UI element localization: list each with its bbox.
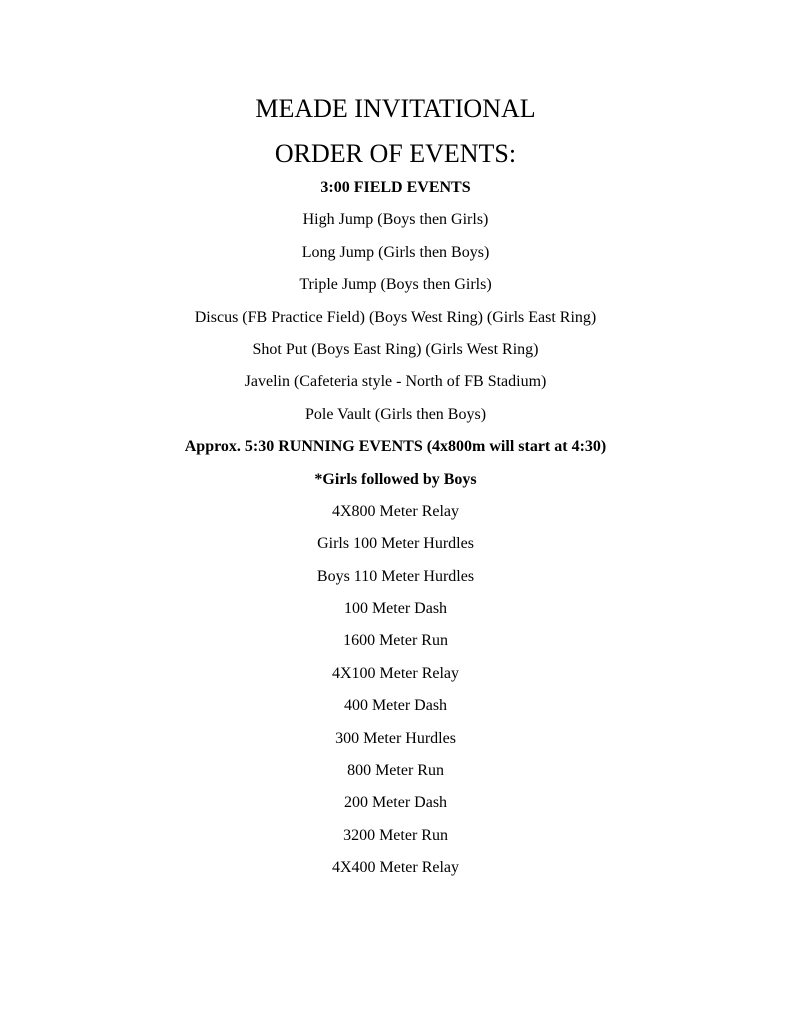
field-event-item: Pole Vault (Girls then Boys) [304,405,487,423]
document-body [0,91,791,885]
running-event-item: 200 Meter Dash [343,794,448,812]
running-event-item: 400 Meter Dash [343,697,448,715]
page-title: MEADE INVITATIONAL [255,94,536,123]
running-event-item: 100 Meter Dash [343,600,448,618]
field-event-item: Javelin (Cafeteria style - North of FB Stadium) [244,373,547,391]
running-events-list [0,496,791,885]
running-event-item: 4X400 Meter Relay [331,859,460,877]
running-event-item: Boys 110 Meter Hurdles [316,567,475,585]
field-events-list [0,204,791,431]
running-events-note: *Girls followed by Boys [314,470,477,488]
field-event-item: High Jump (Boys then Girls) [302,211,489,229]
running-event-item: 3200 Meter Run [343,826,448,844]
running-event-item: 1600 Meter Run [343,632,448,650]
running-event-item: 800 Meter Run [347,762,444,780]
field-event-item: Shot Put (Boys East Ring) (Girls West Ring) [252,340,539,358]
running-event-item: 4X100 Meter Relay [331,664,460,682]
running-events-heading: Approx. 5:30 RUNNING EVENTS (4x800m will start at 4:30) [184,438,607,456]
running-event-item: 4X800 Meter Relay [331,502,460,520]
page-subtitle: ORDER OF EVENTS: [274,139,517,168]
running-event-item: Girls 100 Meter Hurdles [317,535,474,553]
field-event-item: Triple Jump (Boys then Girls) [299,276,492,294]
field-event-item: Discus (FB Practice Field) (Boys West Ring) (Girls East Ring) [194,308,597,326]
field-event-item: Long Jump (Girls then Boys) [301,243,490,261]
running-event-item: 300 Meter Hurdles [335,729,456,747]
field-events-heading: 3:00 FIELD EVENTS [320,179,471,196]
